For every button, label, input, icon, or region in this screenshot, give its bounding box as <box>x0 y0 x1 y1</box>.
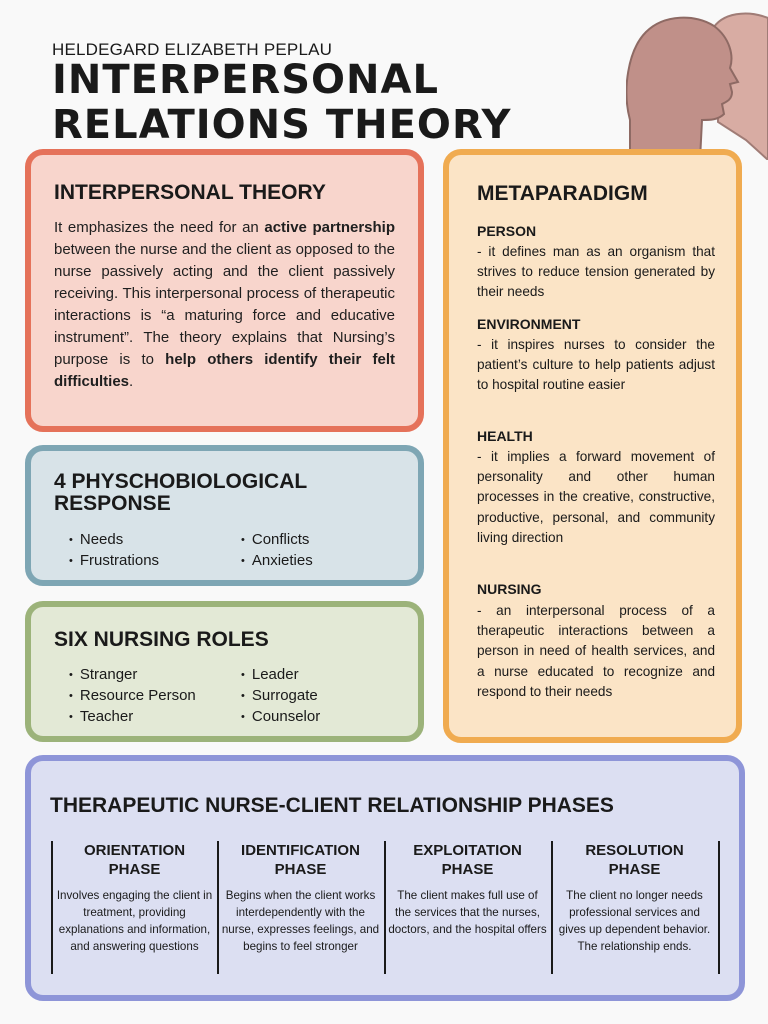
metaparadigm-card <box>443 149 742 743</box>
theory-text-part: . <box>129 373 134 390</box>
orientation-phase <box>51 841 218 955</box>
phase-description: The client no longer needs professional services and gives up dependent behavior. The relationship ends. <box>558 889 711 953</box>
phase-title-line: IDENTIFICATION <box>241 842 360 859</box>
phase-description: Begins when the client works interdependently with the nurse, expresses feelings, and begins to feel stronger <box>221 889 380 953</box>
nursing-heading: NURSING <box>477 581 542 597</box>
health-text: - it implies a forward movement of personality and other human processes in the creative, constructive, productive, personal, and community living direction <box>477 449 715 545</box>
environment-text: - it inspires nurses to consider the patient’s culture to help patients adjust to hospital routine easier <box>477 337 715 393</box>
phase-title-line: ORIENTATION <box>83 842 186 859</box>
interpersonal-theory-text <box>54 217 395 393</box>
metaparadigm-title: METAPARADIGM <box>477 182 648 205</box>
nursing-roles-title: SIX NURSING ROLES <box>54 628 269 651</box>
theory-text-part: It emphasizes the need for an <box>54 219 265 236</box>
response-list-right <box>241 530 313 572</box>
resolution-phase <box>551 841 718 955</box>
two-heads-illustration <box>626 10 768 160</box>
roles-list-right <box>241 665 320 728</box>
environment-heading: ENVIRONMENT <box>477 316 581 332</box>
interpersonal-theory-title: INTERPERSONAL THEORY <box>54 181 326 204</box>
phase-title-line: RESOLUTION <box>585 842 684 859</box>
title-line-1: INTERPERSONAL <box>52 57 439 103</box>
author-name: HELDEGARD ELIZABETH PEPLAU <box>52 40 333 59</box>
theory-text-part: between the nurse and the client as opposed to the nurse passively acting and the client passively receiving. This interpersonal process of therapeutic interactions is “a maturing force and educative instrument”. The theory explains that Nursing’s purpose is to <box>54 241 395 368</box>
psychobiological-response-card <box>25 445 424 586</box>
phase-title-line: PHASE <box>608 861 661 878</box>
roles-list-left <box>69 665 196 728</box>
phase-title <box>384 841 551 879</box>
phase-divider <box>718 841 720 974</box>
person-text: - it defines man as an organism that strives to reduce tension generated by their needs <box>477 244 715 300</box>
front-head-icon <box>627 18 738 160</box>
phase-title <box>217 841 384 879</box>
list-item: • Resource Person <box>69 686 196 707</box>
list-item: • Teacher <box>69 707 196 728</box>
list-item: • Surrogate <box>241 686 320 707</box>
list-item: • Anxieties <box>241 551 313 572</box>
list-item: • Stranger <box>69 665 196 686</box>
theory-bold-help-others: help others identify their felt difficulties <box>54 351 396 390</box>
phase-title-line: PHASE <box>441 861 494 878</box>
list-item: • Counselor <box>241 707 320 728</box>
phase-description: Involves engaging the client in treatment, providing explanations and information, and answering questions <box>56 889 213 953</box>
phase-title-line: PHASE <box>274 861 327 878</box>
phase-title <box>551 841 718 879</box>
list-item: • Frustrations <box>69 551 159 572</box>
relationship-phases-title: THERAPEUTIC NURSE-CLIENT RELATIONSHIP PHASES <box>50 794 614 817</box>
response-title-line-2: RESPONSE <box>54 492 171 515</box>
theory-bold-active-partnership: active partnership <box>264 219 395 236</box>
response-title-line-1: 4 PHYSCHOBIOLOGICAL <box>54 470 308 493</box>
phase-title-line: PHASE <box>108 861 161 878</box>
person-heading: PERSON <box>477 223 537 239</box>
nursing-text: - an interpersonal process of a therapeutic interactions between a person in need of health services, and a nurse educated to recognize and respond to their needs <box>477 603 715 699</box>
list-item: • Conflicts <box>241 530 313 551</box>
relationship-phases-card <box>25 755 745 1001</box>
phase-title <box>51 841 218 879</box>
response-list-left <box>69 530 159 572</box>
exploitation-phase <box>384 841 551 938</box>
list-item: • Leader <box>241 665 320 686</box>
psychobiological-response-title <box>54 471 307 515</box>
nursing-roles-card <box>25 601 424 742</box>
health-heading: HEALTH <box>477 428 533 444</box>
identification-phase <box>217 841 384 955</box>
title-line-2: RELATIONS THEORY <box>52 102 512 148</box>
phase-title-line: EXPLOITATION <box>413 842 522 859</box>
phase-description: The client makes full use of the services that the nurses, doctors, and the hospital offers <box>388 889 547 936</box>
interpersonal-theory-card <box>25 149 424 432</box>
page-title <box>52 58 512 148</box>
list-item: • Needs <box>69 530 159 551</box>
